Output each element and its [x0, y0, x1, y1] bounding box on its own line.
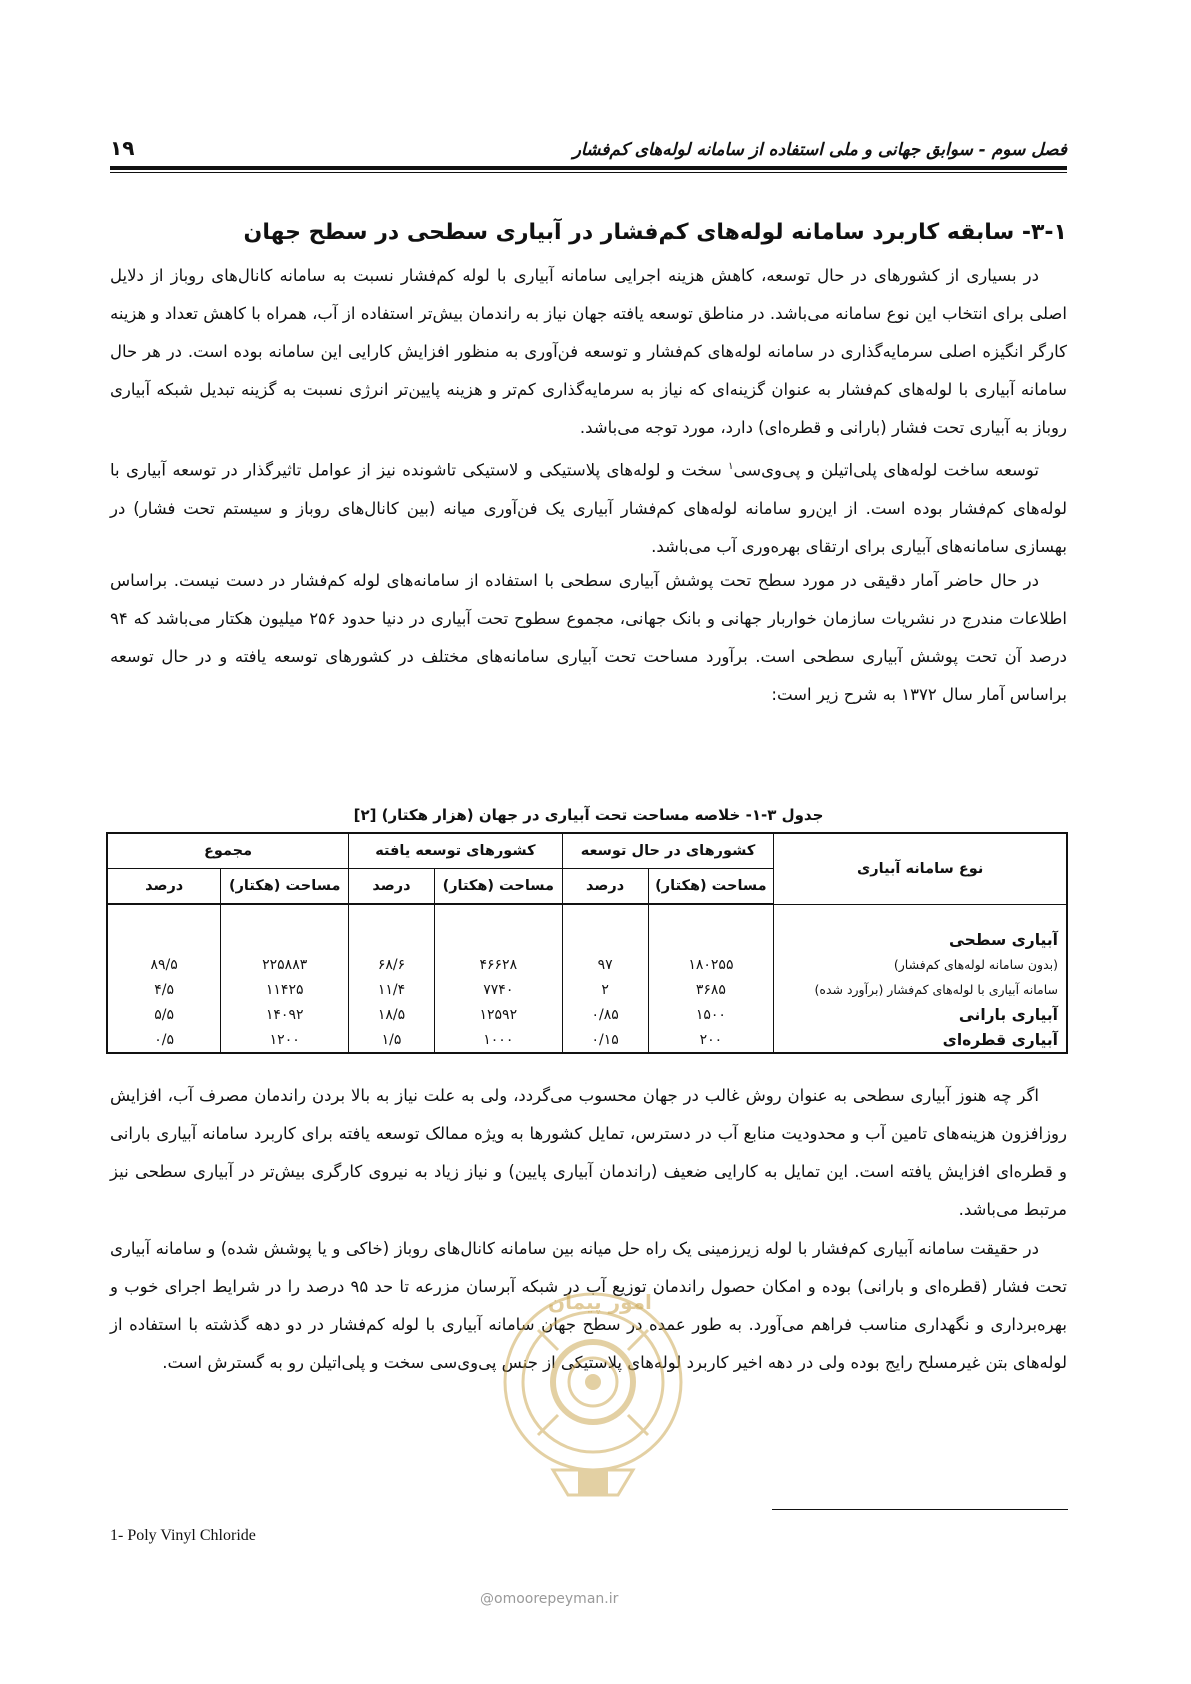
footnote-rule — [772, 1509, 1068, 1510]
cell-developed-area: ۴۶۶۲۸ — [434, 952, 562, 977]
table-row — [107, 977, 1067, 1002]
page-number: ۱۹ — [110, 136, 135, 160]
table-row — [107, 1027, 1067, 1053]
cell-dev-percent: ۲ — [562, 977, 648, 1002]
subheader-percent: درصد — [562, 869, 648, 905]
cell-total-percent: ۰/۵ — [107, 1027, 221, 1053]
cell-total-percent: ۴/۵ — [107, 977, 221, 1002]
table-caption: جدول ۳-۱- خلاصه مساحت تحت آبیاری در جهان (هزار هکتار) [۲] — [353, 806, 824, 824]
cell-total-area — [221, 927, 349, 952]
cell-total-area: ۲۲۵۸۸۳ — [221, 952, 349, 977]
cell-developed-area — [434, 927, 562, 952]
cell-dev-percent: ۹۷ — [562, 952, 648, 977]
row-name: آبیاری قطره‌ای — [774, 1027, 1067, 1053]
header-rule-thick — [110, 166, 1067, 170]
table-row — [107, 952, 1067, 977]
cell-developed-area: ۷۷۴۰ — [434, 977, 562, 1002]
table-row — [107, 927, 1067, 952]
paragraph-1: در بسیاری از کشورهای در حال توسعه، کاهش هزینه اجرایی سامانه آبیاری با لوله کم‌فشار نسبت به سامانه کانال‌های روباز از دلایل اصلی برای انتخاب این نوع سامانه می‌باشد. در مناطق توسعه یافته جهان نیاز به راندمان بیش‌تر استفاده از آب، همراه با کاهش تعداد و هزینه کارگر انگیزه اصلی سرمایه‌گذاری در سامانه لوله‌های کم‌فشار و توسعه فن‌آوری به منظور افزایش کارایی این سامانه بوده است. در هر حال سامانه آبیاری با لوله‌های کم‌فشار به عنوان گزینه‌ای که نیاز به سرمایه‌گذاری کم‌تر و هزینه پایین‌تر انرژی نسبت به گزینه تبدیل شبکه آبیاری روباز به آبیاری تحت فشار (بارانی و قطره‌ای) دارد، مورد توجه می‌باشد. — [110, 266, 1067, 437]
section-title: ۳-۱- سابقه کاربرد سامانه لوله‌های کم‌فشار در آبیاری سطحی در سطح جهان — [243, 220, 1067, 245]
cell-dev-percent — [562, 927, 648, 952]
paragraph-4: اگر چه هنوز آبیاری سطحی به عنوان روش غالب در جهان محسوب می‌گردد، ولی به علت نیاز به بالا بردن راندمان مصرف آب، افزایش روزافزون هزینه‌های تامین آب و محدودیت منابع آب در دسترس، تمایل کشورها به ویژه ممالک توسعه یافته برای کاربرد سامانه آبیاری بارانی و قطره‌ای افزایش یافته است. این تمایل به کارایی ضعیف (راندمان آبیاری پایین) و نیاز زیاد به نیروی کارگری بیش‌تر در آبیاری سطحی نیز مرتبط می‌باشد. — [110, 1086, 1067, 1219]
paragraph-2-start: توسعه ساخت لوله‌های پلی‌اتیلن و پی‌وی‌سی — [733, 460, 1039, 480]
cell-total-area: ۱۱۴۲۵ — [221, 977, 349, 1002]
watermark-website: @omoorepeyman.ir — [480, 1591, 619, 1607]
cell-dev-percent: ۰/۸۵ — [562, 1002, 648, 1027]
cell-total-area: ۱۲۰۰ — [221, 1027, 349, 1053]
cell-developed-percent — [349, 927, 435, 952]
cell-developed-area: ۱۲۵۹۲ — [434, 1002, 562, 1027]
header-total: مجموع — [107, 833, 349, 869]
cell-dev-area: ۱۵۰۰ — [648, 1002, 774, 1027]
chapter-title: فصل سوم - سوابق جهانی و ملی استفاده از سامانه لوله‌های کم‌فشار — [572, 140, 1067, 160]
cell-total-percent — [107, 927, 221, 952]
row-name: آبیاری بارانی — [774, 1002, 1067, 1027]
cell-dev-area: ۱۸۰۲۵۵ — [648, 952, 774, 977]
cell-developed-percent: ۱۸/۵ — [349, 1002, 435, 1027]
paragraph-5: در حقیقت سامانه آبیاری کم‌فشار با لوله زیرزمینی یک راه حل میانه بین سامانه کانال‌های روباز (خاکی و یا پوشش شده) و سامانه آبیاری تحت فشار (قطره‌ای و بارانی) بوده و امکان حصول راندمان توزیع آب در شبکه آبرسان مزرعه تا حد ۹۵ درصد را در شرایط اجرای خوب و بهره‌برداری و نگهداری مناسب فراهم می‌آورد. به طور عمده در سطح جهان سامانه آبیاری با لوله کم‌فشار در دو دهه گذشته با استفاده از لوله‌های بتن غیرمسلح رایج بوده ولی در دهه اخیر کاربرد لوله‌های پلاستیکی از جنس پی‌وی‌سی سخت و پلی‌اتیلن رو به گسترش است. — [110, 1239, 1067, 1372]
page-header — [110, 128, 1067, 160]
cell-developed-percent: ۱۱/۴ — [349, 977, 435, 1002]
table-spacer-row — [107, 904, 1067, 927]
subheader-area: مساحت (هکتار) — [648, 869, 774, 905]
row-name: (بدون سامانه لوله‌های کم‌فشار) — [774, 952, 1067, 977]
subheader-percent: درصد — [349, 869, 435, 905]
paragraph-2 — [110, 448, 1067, 566]
footnote: 1- Poly Vinyl Chloride — [110, 1527, 256, 1544]
row-name: آبیاری سطحی — [774, 927, 1067, 952]
header-developed: کشورهای توسعه یافته — [349, 833, 563, 869]
table-row — [107, 1002, 1067, 1027]
cell-developed-percent: ۶۸/۶ — [349, 952, 435, 977]
header-rule-thin — [110, 172, 1067, 173]
cell-dev-area — [648, 927, 774, 952]
cell-total-percent: ۵/۵ — [107, 1002, 221, 1027]
paragraph-2-end: سخت و لوله‌های پلاستیکی و لاستیکی تاشونده نیز از عوامل تاثیرگذار در توسعه آبیاری با لوله‌های کم‌فشار بوده است. از این‌رو سامانه لوله‌های کم‌فشار آبیاری یک فن‌آوری میانه (بین کانال‌های روباز و سیستم تحت فشار) در بهسازی سامانه‌های آبیاری برای ارتقای بهره‌وری آب می‌باشد. — [110, 460, 1067, 556]
cell-dev-area: ۳۶۸۵ — [648, 977, 774, 1002]
header-irrigation-type: نوع سامانه آبیاری — [774, 833, 1067, 904]
paragraph-3: در حال حاضر آمار دقیقی در مورد سطح تحت پوشش آبیاری سطحی با استفاده از سامانه‌های لوله کم‌فشار در دست نیست. براساس اطلاعات مندرج در نشریات سازمان خواربار جهانی و بانک جهانی، مجموع سطوح تحت آبیاری در دنیا حدود ۲۵۶ میلیون هکتار می‌باشد که ۹۴ درصد آن تحت پوشش آبیاری سطحی است. برآورد مساحت تحت آبیاری سامانه‌های مختلف در کشورهای توسعه یافته و در حال توسعه براساس آمار سال ۱۳۷۲ به شرح زیر است: — [110, 571, 1067, 704]
cell-developed-percent: ۱/۵ — [349, 1027, 435, 1053]
cell-total-area: ۱۴۰۹۲ — [221, 1002, 349, 1027]
cell-dev-percent: ۰/۱۵ — [562, 1027, 648, 1053]
cell-total-percent: ۸۹/۵ — [107, 952, 221, 977]
header-developing: کشورهای در حال توسعه — [562, 833, 774, 869]
subheader-area: مساحت (هکتار) — [221, 869, 349, 905]
cell-developed-area: ۱۰۰۰ — [434, 1027, 562, 1053]
watermark-seal-text: امور پیمان — [548, 1290, 652, 1314]
subheader-percent: درصد — [107, 869, 221, 905]
cell-dev-area: ۲۰۰ — [648, 1027, 774, 1053]
subheader-area: مساحت (هکتار) — [434, 869, 562, 905]
irrigation-area-table — [106, 832, 1068, 1054]
footnote-ref: ۱ — [728, 461, 734, 472]
row-name: سامانه آبیاری با لوله‌های کم‌فشار (برآورد شده) — [774, 977, 1067, 1002]
